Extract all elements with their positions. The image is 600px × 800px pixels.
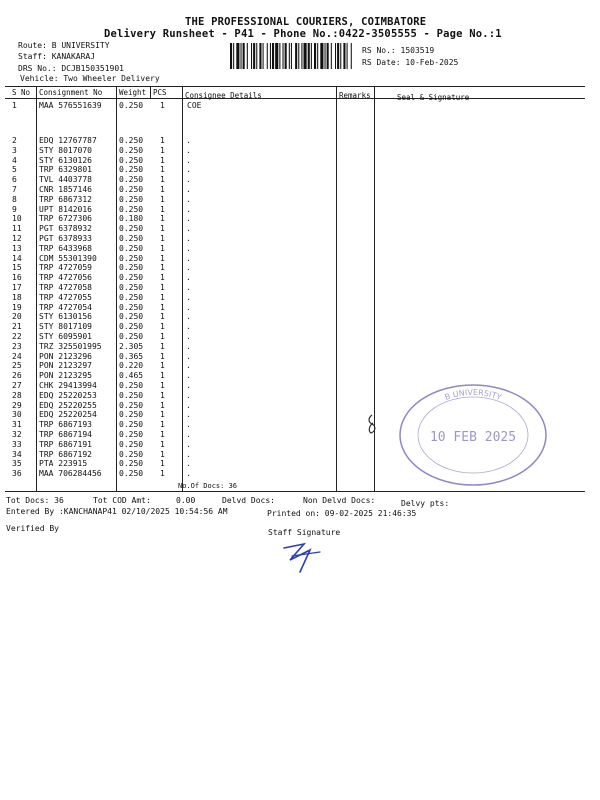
row-weight: 0.250 — [119, 430, 144, 439]
row-pcs: 1 — [160, 243, 165, 253]
row-consignee-details: . — [186, 420, 191, 430]
entered-by: Entered By :KANCHANAP41 02/10/2025 10:54:56 AM — [6, 507, 228, 516]
row-sno: 28 — [12, 390, 22, 400]
row-consignment-no: TRP 4727055 — [39, 292, 92, 302]
row-sno: 15 — [12, 263, 22, 273]
row-consignment-no: CNR 1857146 — [39, 185, 92, 194]
row-pcs: 1 — [160, 136, 165, 145]
row-pcs: 1 — [160, 469, 165, 479]
row-consignee-details: . — [186, 439, 191, 449]
row-sno: 35 — [12, 459, 22, 469]
table-row — [0, 205, 600, 215]
row-pcs: 1 — [160, 459, 165, 469]
no-of-docs: No.Of Docs: 36 — [178, 482, 238, 490]
row-weight: 0.250 — [119, 165, 144, 175]
row-consignment-no: MAA 706284456 — [39, 469, 102, 479]
non-delvd-docs: Non Delvd Docs: — [303, 496, 376, 505]
row-sno: 13 — [12, 243, 22, 253]
row-weight: 0.250 — [119, 410, 144, 420]
row-sno: 3 — [12, 145, 17, 155]
table-row — [0, 156, 600, 166]
tot-cod-value: 0.00 — [176, 496, 196, 505]
table-row — [0, 322, 600, 332]
row-pcs: 1 — [160, 390, 165, 400]
col-header-remarks: Remarks — [339, 91, 371, 100]
row-sno: 22 — [12, 332, 22, 341]
row-consignment-no: EDQ 12767787 — [39, 136, 97, 145]
vehicle-label: Vehicle: Two Wheeler Delivery — [20, 74, 160, 83]
row-sno: 7 — [12, 185, 17, 194]
table-top-rule — [5, 86, 585, 87]
col-header-sno: S No — [12, 88, 31, 97]
row-weight: 0.250 — [119, 400, 144, 410]
row-consignment-no: TVL 4403778 — [39, 175, 92, 185]
row-sno: 36 — [12, 469, 22, 479]
row-consignee-details: . — [186, 224, 191, 234]
row-pcs: 1 — [160, 185, 165, 194]
row-weight: 0.250 — [119, 136, 144, 145]
row-consignee-details: . — [186, 332, 191, 341]
table-row — [0, 234, 600, 244]
row-consignment-no: TRP 6329801 — [39, 165, 92, 175]
row-weight: 0.250 — [119, 175, 144, 185]
row-consignee-details: . — [186, 371, 191, 381]
stamp-date: 10 FEB 2025 — [429, 430, 517, 445]
row-consignment-no: STY 6130156 — [39, 312, 92, 322]
table-row — [0, 361, 600, 371]
row-weight: 0.365 — [119, 351, 144, 361]
delvy-pts: Delvy pts: — [401, 499, 450, 508]
row-consignment-no: PON 2123295 — [39, 371, 92, 381]
row-consignment-no: CHK 29413994 — [39, 381, 97, 390]
row-sno: 26 — [12, 371, 22, 381]
row-weight: 0.250 — [119, 145, 144, 155]
row-consignment-no: STY 6095901 — [39, 332, 92, 341]
row-weight: 0.250 — [119, 439, 144, 449]
table-row — [0, 273, 600, 283]
row-weight: 0.250 — [119, 194, 144, 204]
delivery-stamp — [398, 383, 548, 487]
row-pcs: 1 — [160, 449, 165, 459]
row-consignment-no: MAA 576551639 — [39, 101, 102, 110]
row-consignee-details: . — [186, 292, 191, 302]
row-weight: 0.250 — [119, 101, 144, 110]
verified-by: Verified By — [6, 524, 59, 533]
row-consignment-no: STY 8017109 — [39, 322, 92, 332]
row-sno: 9 — [12, 204, 17, 214]
table-row — [0, 195, 600, 205]
row-sno: 18 — [12, 292, 22, 302]
row-pcs: 1 — [160, 361, 165, 371]
row-consignee-details: . — [186, 302, 191, 312]
row-weight: 0.250 — [119, 234, 144, 243]
row-consignment-no: TRP 6867193 — [39, 420, 92, 430]
row-pcs: 1 — [160, 273, 165, 283]
row-weight: 0.250 — [119, 469, 144, 479]
row-consignee-details: . — [186, 449, 191, 459]
row-weight: 0.250 — [119, 312, 144, 322]
row-sno: 11 — [12, 224, 22, 234]
table-row — [0, 185, 600, 195]
row-consignment-no: TRP 6433968 — [39, 243, 92, 253]
row-weight: 0.250 — [119, 449, 144, 459]
row-pcs: 1 — [160, 214, 165, 224]
row-pcs: 1 — [160, 224, 165, 234]
row-weight: 0.250 — [119, 273, 144, 283]
row-pcs: 1 — [160, 371, 165, 381]
table-row — [0, 371, 600, 381]
row-pcs: 1 — [160, 351, 165, 361]
row-weight: 0.250 — [119, 224, 144, 234]
row-consignment-no: PON 2123297 — [39, 361, 92, 371]
row-consignment-no: PTA 223915 — [39, 459, 88, 469]
row-weight: 0.250 — [119, 332, 144, 341]
row-consignee-details: . — [186, 459, 191, 469]
row-sno: 33 — [12, 439, 22, 449]
row-pcs: 1 — [160, 430, 165, 439]
col-header-seal: Seal & Signature — [397, 93, 470, 102]
delvd-docs: Delvd Docs: — [222, 496, 275, 505]
row-pcs: 1 — [160, 234, 165, 243]
table-row — [0, 224, 600, 234]
row-sno: 32 — [12, 430, 22, 439]
row-pcs: 1 — [160, 253, 165, 263]
printed-on: Printed on: 09-02-2025 21:46:35 — [267, 509, 417, 518]
table-row — [0, 293, 600, 303]
row-consignee-details: COE — [187, 101, 202, 110]
table-row — [0, 303, 600, 313]
row-consignment-no: PGT 6378932 — [39, 224, 92, 234]
row-pcs: 1 — [160, 101, 165, 110]
row-weight: 0.250 — [119, 302, 144, 312]
row-weight: 0.250 — [119, 243, 144, 253]
row-weight: 0.250 — [119, 204, 144, 214]
row-pcs: 1 — [160, 312, 165, 322]
row-weight: 0.250 — [119, 381, 144, 390]
row-consignee-details: . — [186, 390, 191, 400]
svg-text:B UNIVERSITY — [443, 388, 502, 402]
company-title: THE PROFESSIONAL COURIERS, COIMBATORE — [185, 16, 427, 28]
row-sno: 25 — [12, 361, 22, 371]
table-row — [0, 136, 600, 146]
row-sno: 5 — [12, 165, 17, 175]
row-weight: 0.250 — [119, 283, 144, 292]
row-consignee-details: . — [186, 469, 191, 479]
table-row — [0, 146, 600, 156]
row-weight: 0.220 — [119, 361, 144, 371]
table-header-rule — [5, 98, 585, 99]
col-header-weight: Weight — [119, 88, 147, 97]
row-sno: 1 — [12, 101, 17, 110]
row-sno: 24 — [12, 351, 22, 361]
row-pcs: 1 — [160, 292, 165, 302]
row-pcs: 1 — [160, 420, 165, 430]
row-consignee-details: . — [186, 351, 191, 361]
staff-label: Staff: KANAKARAJ — [18, 52, 96, 61]
row-consignment-no: PGT 6378933 — [39, 234, 92, 243]
rs-date: RS Date: 10-Feb-2025 — [362, 58, 459, 67]
row-consignee-details: . — [186, 165, 191, 175]
table-row — [0, 175, 600, 185]
row-pcs: 1 — [160, 155, 165, 165]
col-header-pcs: PCS — [153, 88, 167, 97]
row-sno: 31 — [12, 420, 22, 430]
row-weight: 0.250 — [119, 292, 144, 302]
row-pcs: 1 — [160, 302, 165, 312]
row-sno: 27 — [12, 381, 22, 390]
row-consignment-no: EDQ 25220253 — [39, 390, 97, 400]
row-sno: 20 — [12, 312, 22, 322]
row-sno: 23 — [12, 341, 22, 351]
row-pcs: 1 — [160, 263, 165, 273]
row-sno: 16 — [12, 273, 22, 283]
row-consignee-details: . — [186, 400, 191, 410]
drs-number: DRS No.: DCJB150351901 — [18, 64, 124, 73]
row-consignment-no: TRZ 325501995 — [39, 341, 102, 351]
table-row — [0, 214, 600, 224]
row-sno: 17 — [12, 283, 22, 292]
row-consignment-no: TRP 4727058 — [39, 283, 92, 292]
row-pcs: 1 — [160, 204, 165, 214]
row-sno: 10 — [12, 214, 22, 224]
row-consignee-details: . — [186, 410, 191, 420]
col-divider-weight — [150, 86, 151, 98]
row-pcs: 1 — [160, 332, 165, 341]
table-row — [0, 332, 600, 342]
row-consignee-details: . — [186, 322, 191, 332]
row-consignee-details: . — [186, 214, 191, 224]
table-row — [0, 101, 600, 111]
barcode-image — [230, 43, 353, 69]
row-weight: 0.250 — [119, 459, 144, 469]
table-row — [0, 263, 600, 273]
row-consignment-no: EDQ 25220255 — [39, 400, 97, 410]
table-row — [0, 342, 600, 352]
row-consignee-details: . — [186, 253, 191, 263]
row-consignee-details: . — [186, 361, 191, 371]
row-consignee-details: . — [186, 234, 191, 243]
row-consignee-details: . — [186, 136, 191, 145]
row-consignee-details: . — [186, 312, 191, 322]
row-weight: 2.305 — [119, 341, 144, 351]
row-consignment-no: STY 6130126 — [39, 155, 92, 165]
tot-cod-label: Tot COD Amt: — [93, 496, 151, 505]
row-consignee-details: . — [186, 430, 191, 439]
row-sno: 21 — [12, 322, 22, 332]
row-sno: 12 — [12, 234, 22, 243]
row-pcs: 1 — [160, 400, 165, 410]
row-pcs: 1 — [160, 439, 165, 449]
row-sno: 30 — [12, 410, 22, 420]
row-weight: 0.465 — [119, 371, 144, 381]
row-consignment-no: TRP 6867191 — [39, 439, 92, 449]
table-row — [0, 352, 600, 362]
row-weight: 0.250 — [119, 155, 144, 165]
row-sno: 8 — [12, 194, 17, 204]
row-weight: 0.250 — [119, 420, 144, 430]
row-consignee-details: . — [186, 194, 191, 204]
row-consignment-no: TRP 4727056 — [39, 273, 92, 283]
row-consignment-no: TRP 6867194 — [39, 430, 92, 439]
row-consignment-no: TRP 6727306 — [39, 214, 92, 224]
staff-signature-label: Staff Signature — [268, 528, 341, 537]
row-consignee-details: . — [186, 263, 191, 273]
row-consignment-no: STY 8017070 — [39, 145, 92, 155]
row-sno: 6 — [12, 175, 17, 185]
staff-signature — [280, 538, 330, 574]
row-consignment-no: TRP 6867312 — [39, 194, 92, 204]
row-consignment-no: TRP 4727059 — [39, 263, 92, 273]
row-consignment-no: PON 2123296 — [39, 351, 92, 361]
row-consignee-details: . — [186, 204, 191, 214]
row-consignee-details: . — [186, 283, 191, 292]
table-row — [0, 244, 600, 254]
row-consignee-details: . — [186, 145, 191, 155]
row-consignment-no: EDQ 25220254 — [39, 410, 97, 420]
table-row — [0, 312, 600, 322]
row-pcs: 1 — [160, 165, 165, 175]
row-sno: 14 — [12, 253, 22, 263]
row-consignee-details: . — [186, 175, 191, 185]
row-pcs: 1 — [160, 322, 165, 332]
row-pcs: 1 — [160, 175, 165, 185]
route-label: Route: B UNIVERSITY — [18, 41, 110, 50]
table-bottom-rule — [5, 491, 585, 492]
row-weight: 0.250 — [119, 253, 144, 263]
table-row — [0, 254, 600, 264]
row-consignee-details: . — [186, 341, 191, 351]
row-weight: 0.250 — [119, 263, 144, 273]
row-pcs: 1 — [160, 283, 165, 292]
row-weight: 0.250 — [119, 322, 144, 332]
row-weight: 0.250 — [119, 390, 144, 400]
rs-number: RS No.: 1503519 — [362, 46, 435, 55]
row-consignee-details: . — [186, 273, 191, 283]
table-row — [0, 165, 600, 175]
row-sno: 4 — [12, 155, 17, 165]
stamp-ring-text: B UNIVERSITY — [443, 387, 503, 403]
row-pcs: 1 — [160, 194, 165, 204]
row-weight: 0.250 — [119, 185, 144, 194]
row-pcs: 1 — [160, 341, 165, 351]
row-consignee-details: . — [186, 155, 191, 165]
row-sno: 29 — [12, 400, 22, 410]
row-consignment-no: UPT 8142016 — [39, 204, 92, 214]
remarks-tick-mark — [366, 414, 378, 434]
row-weight: 0.180 — [119, 214, 144, 224]
row-sno: 19 — [12, 302, 22, 312]
runsheet-title: Delivery Runsheet - P41 - Phone No.:0422-3505555 - Page No.:1 — [104, 28, 502, 40]
row-pcs: 1 — [160, 145, 165, 155]
col-header-consignment: Consignment No — [39, 88, 103, 97]
tot-docs: Tot Docs: 36 — [6, 496, 64, 505]
row-consignee-details: . — [186, 243, 191, 253]
row-pcs: 1 — [160, 410, 165, 420]
table-row — [0, 283, 600, 293]
row-consignment-no: CDM 55301390 — [39, 253, 97, 263]
row-sno: 2 — [12, 136, 17, 145]
row-sno: 34 — [12, 449, 22, 459]
col-header-consignee: Consignee Details — [185, 91, 262, 100]
row-consignee-details: . — [186, 185, 191, 194]
row-consignment-no: TRP 6867192 — [39, 449, 92, 459]
row-pcs: 1 — [160, 381, 165, 390]
row-consignment-no: TRP 4727054 — [39, 302, 92, 312]
row-consignee-details: . — [186, 381, 191, 390]
